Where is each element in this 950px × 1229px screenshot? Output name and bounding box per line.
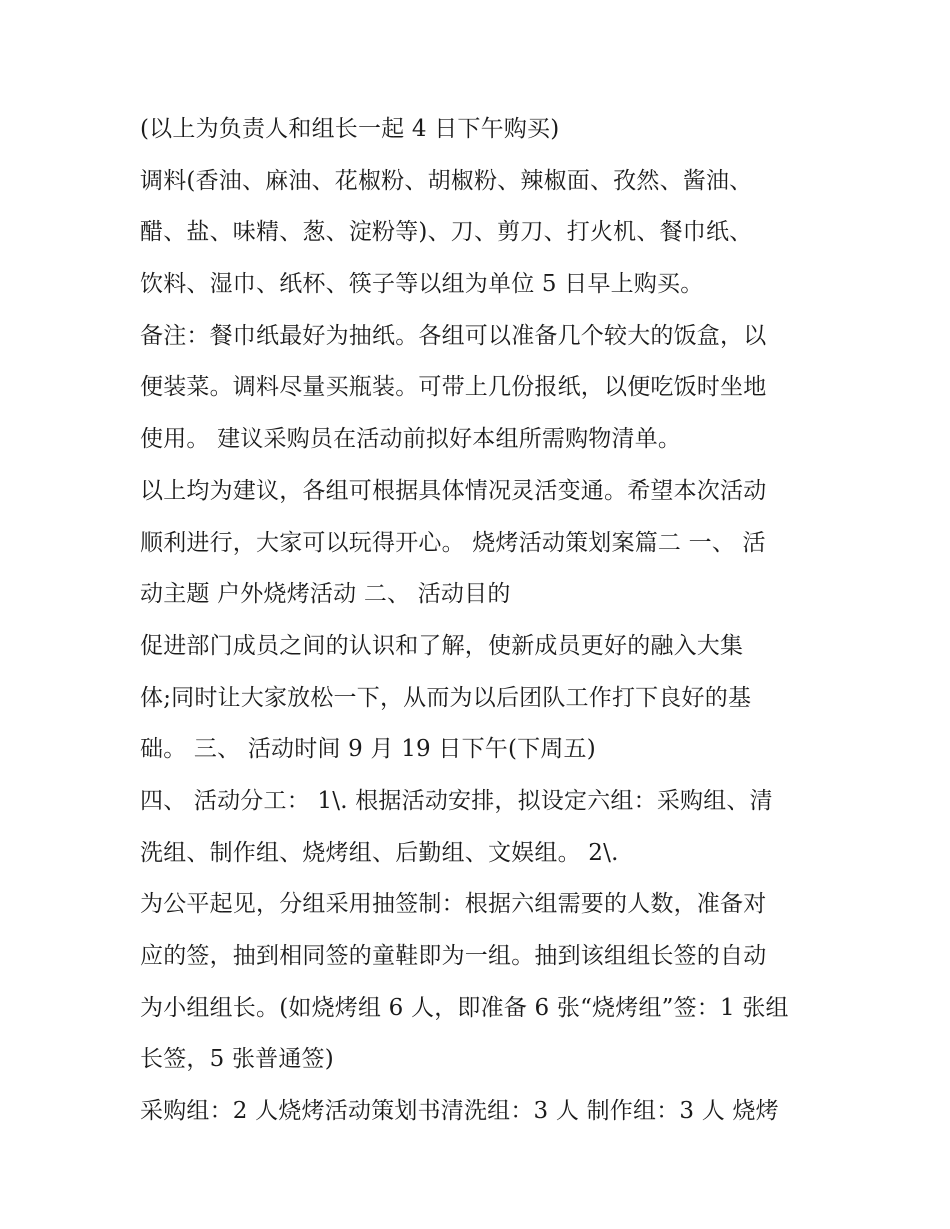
text-line: 使用。 建议采购员在活动前拟好本组所需购物清单。 <box>140 426 682 453</box>
text-line: 以上均为建议，各组可根据具体情况灵活变通。希望本次活动 <box>140 477 767 504</box>
text-line: 础。 三、 活动时间 9 月 19 日下午(下周五) <box>140 736 596 763</box>
text-line: 顺利进行，大家可以玩得开心。 烧烤活动策划案篇二 一、 活 <box>140 529 766 556</box>
text-line: 动主题 户外烧烤活动 二、 活动目的 <box>140 581 511 608</box>
text-line: 为小组组长。(如烧烤组 6 人，即准备 6 张“烧烤组”签：1 张组 <box>140 994 789 1021</box>
text-line: 便装菜。调料尽量买瓶装。可带上几份报纸，以便吃饭时坐地 <box>140 374 767 401</box>
text-line: 醋、盐、味精、葱、淀粉等)、刀、剪刀、打火机、餐巾纸、 <box>140 219 753 246</box>
text-line: 长签，5 张普通签) <box>140 1046 334 1073</box>
text-line: (以上为负责人和组长一起 4 日下午购买) <box>140 116 560 142</box>
text-line: 饮料、湿巾、纸杯、筷子等以组为单位 5 日早上购买。 <box>140 271 704 298</box>
text-line: 调料(香油、麻油、花椒粉、胡椒粉、辣椒面、孜然、酱油、 <box>140 167 753 194</box>
text-line: 促进部门成员之间的认识和了解，使新成员更好的融入大集 <box>140 632 744 659</box>
text-line: 采购组：2 人烧烤活动策划书清洗组：3 人 制作组：3 人 烧烤 <box>140 1098 779 1125</box>
text-line: 备注：餐巾纸最好为抽纸。各组可以准备几个较大的饭盒，以 <box>140 322 767 349</box>
text-line: 应的签，抽到相同签的童鞋即为一组。抽到该组组长签的自动 <box>140 943 767 969</box>
text-line: 四、 活动分工： 1\. 根据活动安排，拟设定六组：采购组、清 <box>140 787 773 814</box>
text-line: 为公平起见，分组采用抽签制：根据六组需要的人数，准备对 <box>140 891 767 918</box>
text-line: 洗组、制作组、烧烤组、后勤组、文娱组。 2\. <box>140 839 619 866</box>
document-body <box>140 104 820 1138</box>
text-line: 体;同时让大家放松一下，从而为以后团队工作打下良好的基 <box>140 684 752 711</box>
